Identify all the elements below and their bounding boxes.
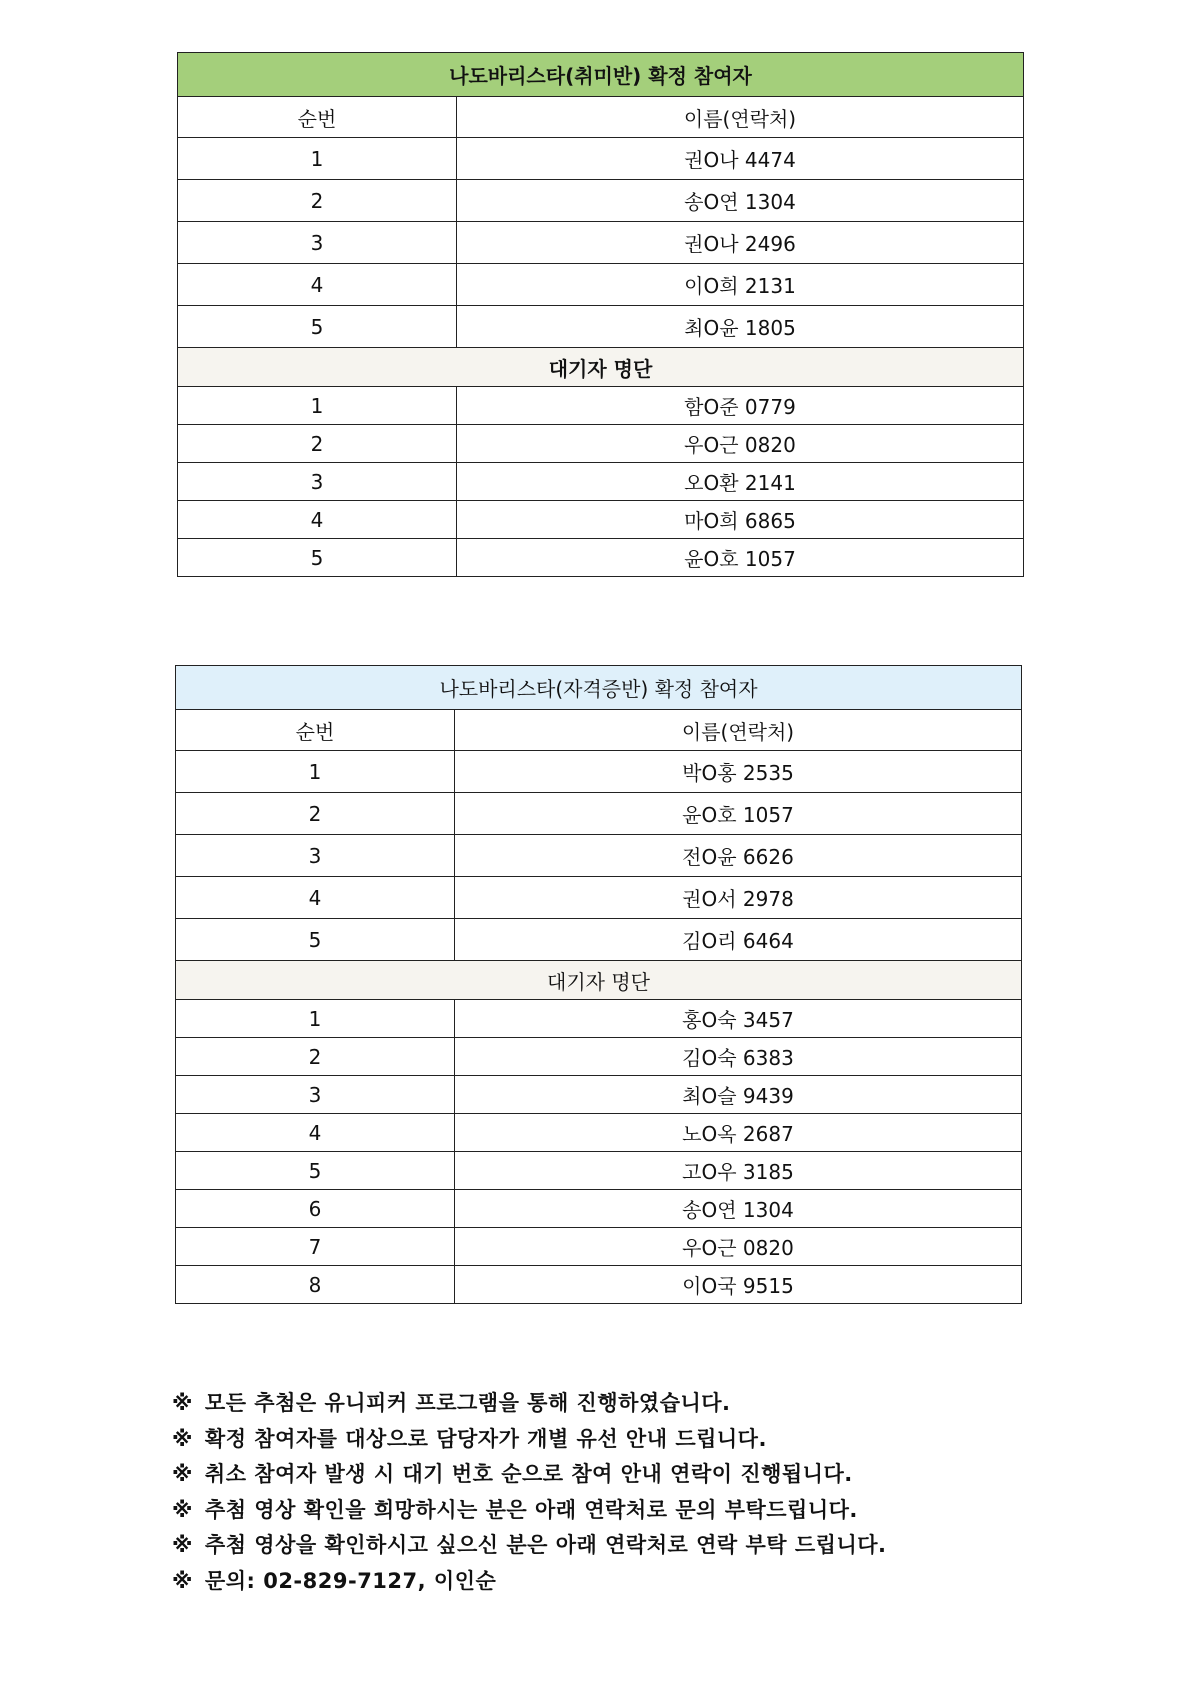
table-row xyxy=(176,1076,1022,1114)
cell-no: 2 xyxy=(176,793,455,835)
note-text: 모든 추첨은 유니피커 프로그램을 통해 진행하였습니다. xyxy=(204,1391,731,1415)
note-text: 추첨 영상 확인을 희망하시는 분은 아래 연락처로 문의 부탁드립니다. xyxy=(204,1497,858,1522)
cell-name: 윤O호 1057 xyxy=(457,539,1024,577)
table-row xyxy=(176,1266,1022,1304)
table-row xyxy=(178,306,1024,348)
table-row xyxy=(178,264,1024,306)
cell-name: 김O리 6464 xyxy=(455,919,1022,961)
cell-no: 1 xyxy=(176,751,455,793)
table-row xyxy=(178,501,1024,539)
cell-name: 박O홍 2535 xyxy=(455,751,1022,793)
reference-mark: ※ xyxy=(172,1568,193,1593)
column-header-no: 순번 xyxy=(178,97,457,138)
note-text: 확정 참여자를 대상으로 담당자가 개별 유선 안내 드립니다. xyxy=(204,1426,767,1451)
cell-name: 권O서 2978 xyxy=(455,877,1022,919)
waitlist-heading: 대기자 명단 xyxy=(178,348,1024,387)
cell-name: 권O나 4474 xyxy=(457,138,1024,180)
cell-name: 마O희 6865 xyxy=(457,501,1024,539)
table-row xyxy=(176,877,1022,919)
cell-name: 우O근 0820 xyxy=(455,1228,1022,1266)
cell-name: 함O준 0779 xyxy=(457,387,1024,425)
cell-no: 4 xyxy=(176,1114,455,1152)
cell-name: 윤O호 1057 xyxy=(455,793,1022,835)
cell-name: 홍O숙 3457 xyxy=(455,1000,1022,1038)
note-text: 추첨 영상을 확인하시고 싶으신 분은 아래 연락처로 연락 부탁 드립니다. xyxy=(204,1533,887,1557)
table-row xyxy=(178,387,1024,425)
cell-no: 4 xyxy=(176,877,455,919)
cell-no: 2 xyxy=(178,180,457,222)
table-row xyxy=(176,1114,1022,1152)
cell-name: 송O연 1304 xyxy=(457,180,1024,222)
cell-no: 4 xyxy=(178,501,457,539)
reference-mark: ※ xyxy=(172,1533,193,1557)
cell-no: 2 xyxy=(176,1038,455,1076)
contact-text: 문의: 02-829-7127, 이인순 xyxy=(204,1568,497,1593)
cell-no: 1 xyxy=(178,387,457,425)
cell-name: 권O나 2496 xyxy=(457,222,1024,264)
column-header-no: 순번 xyxy=(176,710,455,751)
reference-mark: ※ xyxy=(172,1391,193,1415)
cell-name: 우O근 0820 xyxy=(457,425,1024,463)
cell-no: 7 xyxy=(176,1228,455,1266)
cell-no: 4 xyxy=(178,264,457,306)
cell-name: 오O환 2141 xyxy=(457,463,1024,501)
cell-no: 5 xyxy=(178,539,457,577)
cell-name: 노O옥 2687 xyxy=(455,1114,1022,1152)
table-row xyxy=(176,1228,1022,1266)
cell-name: 이O국 9515 xyxy=(455,1266,1022,1304)
cell-no: 3 xyxy=(176,835,455,877)
reference-mark: ※ xyxy=(172,1462,193,1486)
cell-no: 1 xyxy=(176,1000,455,1038)
note-text: 취소 참여자 발생 시 대기 번호 순으로 참여 안내 연락이 진행됩니다. xyxy=(204,1462,853,1486)
cell-no: 5 xyxy=(178,306,457,348)
column-header-name: 이름(연락처) xyxy=(455,710,1022,751)
note-item xyxy=(172,1457,887,1493)
note-item xyxy=(172,1564,887,1600)
cell-name: 최O윤 1805 xyxy=(457,306,1024,348)
cell-no: 3 xyxy=(176,1076,455,1114)
cell-no: 6 xyxy=(176,1190,455,1228)
waitlist-heading: 대기자 명단 xyxy=(176,961,1022,1000)
note-item xyxy=(172,1386,887,1422)
cell-no: 3 xyxy=(178,222,457,264)
table-row xyxy=(178,539,1024,577)
cell-no: 2 xyxy=(178,425,457,463)
table-row xyxy=(178,463,1024,501)
cell-no: 1 xyxy=(178,138,457,180)
table-row xyxy=(176,1190,1022,1228)
cell-no: 5 xyxy=(176,919,455,961)
cell-no: 3 xyxy=(178,463,457,501)
cell-name: 고O우 3185 xyxy=(455,1152,1022,1190)
table-title: 나도바리스타(자격증반) 확정 참여자 xyxy=(176,666,1022,710)
notes-list xyxy=(172,1386,887,1599)
table-row xyxy=(178,180,1024,222)
reference-mark: ※ xyxy=(172,1497,193,1522)
table-row xyxy=(178,425,1024,463)
cell-no: 5 xyxy=(176,1152,455,1190)
note-item xyxy=(172,1493,887,1529)
note-item xyxy=(172,1422,887,1458)
cell-name: 김O숙 6383 xyxy=(455,1038,1022,1076)
table-row xyxy=(176,835,1022,877)
cell-name: 이O희 2131 xyxy=(457,264,1024,306)
cell-name: 전O윤 6626 xyxy=(455,835,1022,877)
table-row xyxy=(176,751,1022,793)
column-header-name: 이름(연락처) xyxy=(457,97,1024,138)
table-row xyxy=(176,793,1022,835)
participants-table-hobby xyxy=(177,52,1024,577)
participants-table-certificate xyxy=(175,665,1022,1304)
table-title: 나도바리스타(취미반) 확정 참여자 xyxy=(178,53,1024,97)
table-row xyxy=(178,138,1024,180)
table-row xyxy=(176,1038,1022,1076)
table-row xyxy=(176,1000,1022,1038)
table-row xyxy=(176,919,1022,961)
table-row xyxy=(176,1152,1022,1190)
cell-name: 송O연 1304 xyxy=(455,1190,1022,1228)
reference-mark: ※ xyxy=(172,1426,193,1451)
table-row xyxy=(178,222,1024,264)
note-item xyxy=(172,1528,887,1564)
cell-no: 8 xyxy=(176,1266,455,1304)
cell-name: 최O슬 9439 xyxy=(455,1076,1022,1114)
